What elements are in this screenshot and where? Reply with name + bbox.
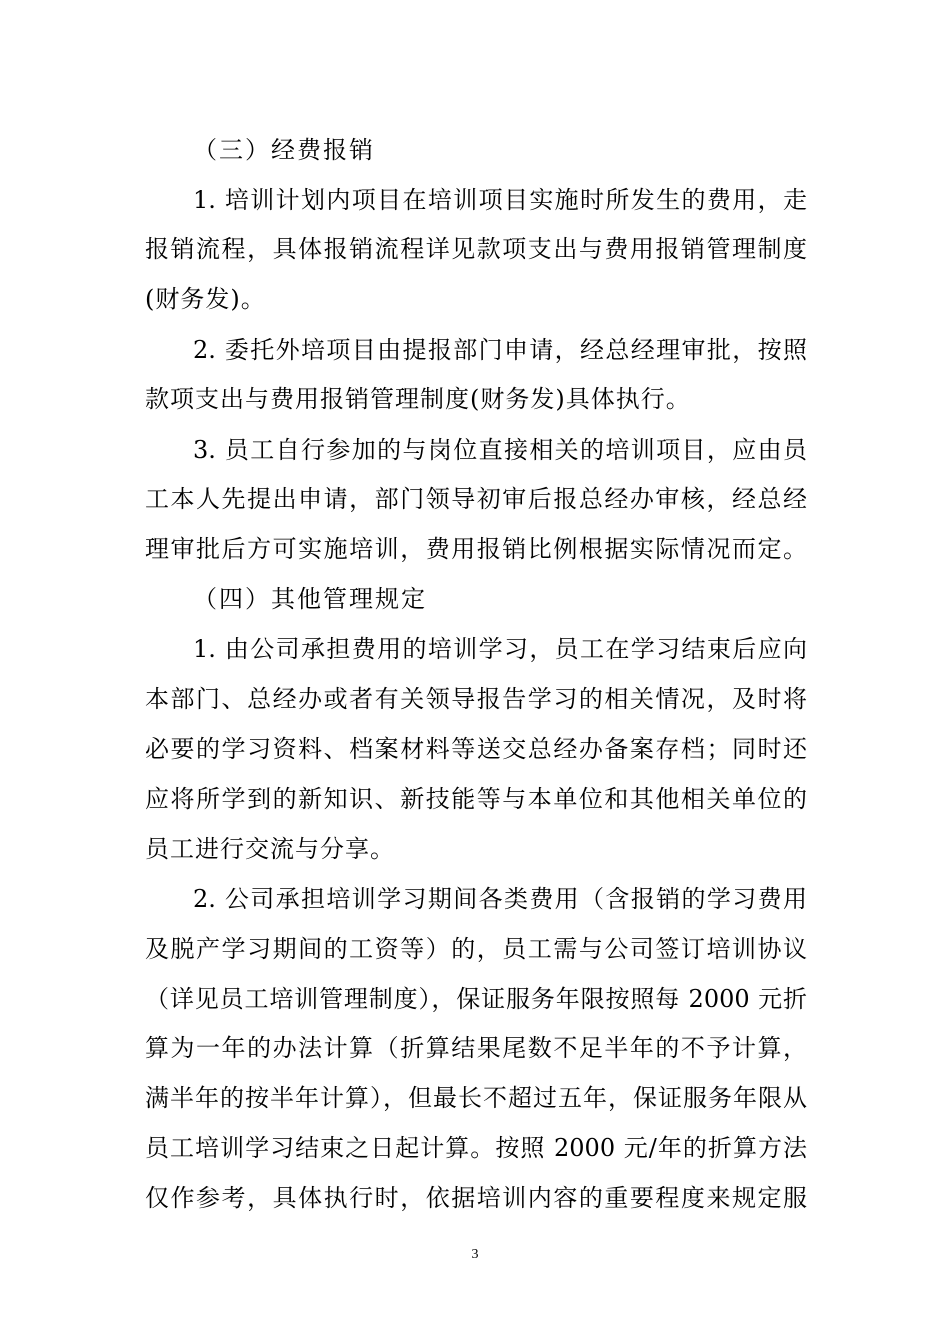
paragraph-line: 算为一年的办法计算（折算结果尾数不足半年的不予计算， [145,1034,807,1062]
paragraph-line: 2. 公司承担培训学习期间各类费用（含报销的学习费用 [193,885,807,913]
paragraph-line: 必要的学习资料、档案材料等送交总经办备案存档；同时还 [145,735,807,763]
paragraph-line: (财务发)。 [145,285,266,313]
paragraph-line: 理审批后方可实施培训，费用报销比例根据实际情况而定。 [145,535,807,563]
section-heading-expense-reimbursement: （三）经费报销 [193,136,375,164]
paragraph-line: 工本人先提出申请，部门领导初审后报总经办审核，经总经 [145,485,807,513]
paragraph-line: 及脱产学习期间的工资等）的，员工需与公司签订培训协议 [145,935,807,963]
paragraph-line: 员工进行交流与分享。 [145,835,395,863]
paragraph-line: 3. 员工自行参加的与岗位直接相关的培训项目，应由员 [193,436,807,464]
paragraph-line: 满半年的按半年计算），但最长不超过五年，保证服务年限从 [145,1084,807,1112]
paragraph-line: 应将所学到的新知识、新技能等与本单位和其他相关单位的 [145,785,807,813]
paragraph-line: （详见员工培训管理制度），保证服务年限按照每 2000 元折 [145,985,807,1013]
paragraph-line: 1. 由公司承担费用的培训学习，员工在学习结束后应向 [193,635,807,663]
paragraph-line: 员工培训学习结束之日起计算。按照 2000 元/年的折算方法 [145,1134,807,1162]
paragraph-line: 2. 委托外培项目由提报部门申请，经总经理审批，按照 [193,336,807,364]
page-number: 3 [471,1247,479,1262]
paragraph-line: 本部门、总经办或者有关领导报告学习的相关情况，及时将 [145,685,807,713]
paragraph-line: 款项支出与费用报销管理制度(财务发)具体执行。 [145,385,691,413]
paragraph-line: 报销流程，具体报销流程详见款项支出与费用报销管理制度 [145,235,807,263]
paragraph-line: 1. 培训计划内项目在培训项目实施时所发生的费用，走 [193,186,807,214]
section-heading-other-rules: （四）其他管理规定 [193,585,427,613]
paragraph-line: 仅作参考，具体执行时，依据培训内容的重要程度来规定服 [145,1184,807,1212]
